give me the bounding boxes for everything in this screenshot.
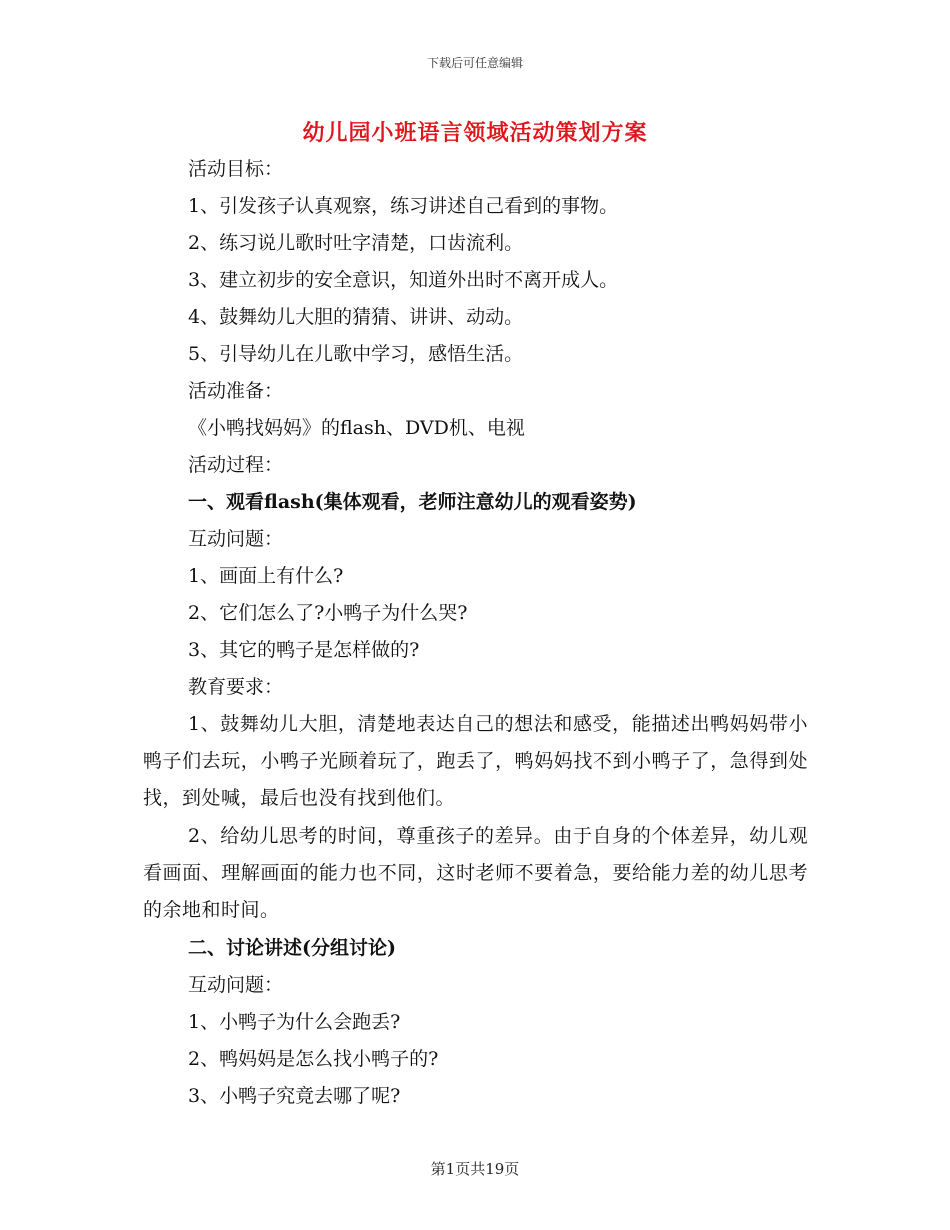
question-item: 2、它们怎么了?小鸭子为什么哭?	[188, 602, 468, 624]
goal-item: 5、引导幼儿在儿歌中学习，感悟生活。	[188, 343, 524, 365]
requirement-paragraph: 1、鼓舞幼儿大胆，清楚地表达自己的想法和感受，能描述出鸭妈妈带小鸭子们去玩，小鸭子光顾着玩了，跑丢了，鸭妈妈找不到小鸭子了，急得到处找，到处喊，最后也没有找到他们。	[143, 713, 808, 809]
section-label-questions: 互动问题：	[188, 974, 284, 996]
section-label-requirements: 教育要求：	[188, 676, 284, 698]
section-label-goals: 活动目标：	[188, 158, 284, 180]
section-label-questions: 互动问题：	[188, 528, 284, 550]
step-heading-1: 一、观看flash(集体观看，老师注意幼儿的观看姿势)	[188, 491, 637, 513]
goal-item: 2、练习说儿歌时吐字清楚，口齿流利。	[188, 232, 524, 254]
section-label-process: 活动过程：	[188, 454, 284, 476]
section-label-preparation: 活动准备：	[188, 380, 284, 402]
goal-item: 1、引发孩子认真观察，练习讲述自己看到的事物。	[188, 195, 619, 217]
question-item: 3、其它的鸭子是怎样做的?	[188, 639, 420, 661]
step-heading-2: 二、讨论讲述(分组讨论)	[188, 937, 396, 959]
page-footer: 第1页共19页	[430, 1160, 520, 1178]
document-title: 幼儿园小班语言领域活动策划方案	[302, 120, 648, 146]
goal-item: 3、建立初步的安全意识，知道外出时不离开成人。	[188, 269, 619, 291]
question-item: 1、小鸭子为什么会跑丢?	[188, 1011, 401, 1033]
question-item: 2、鸭妈妈是怎么找小鸭子的?	[188, 1048, 439, 1070]
question-item: 1、画面上有什么?	[188, 565, 344, 587]
preparation-text: 《小鸭找妈妈》的flash、DVD机、电视	[188, 417, 525, 439]
requirement-paragraph: 2、给幼儿思考的时间，尊重孩子的差异。由于自身的个体差异，幼儿观看画面、理解画面的能力也不同，这时老师不要着急，要给能力差的幼儿思考的余地和时间。	[143, 825, 808, 921]
page-header: 下载后可任意编辑	[426, 56, 523, 70]
question-item: 3、小鸭子究竟去哪了呢?	[188, 1085, 401, 1107]
goal-item: 4、鼓舞幼儿大胆的猜猜、讲讲、动动。	[188, 306, 524, 328]
